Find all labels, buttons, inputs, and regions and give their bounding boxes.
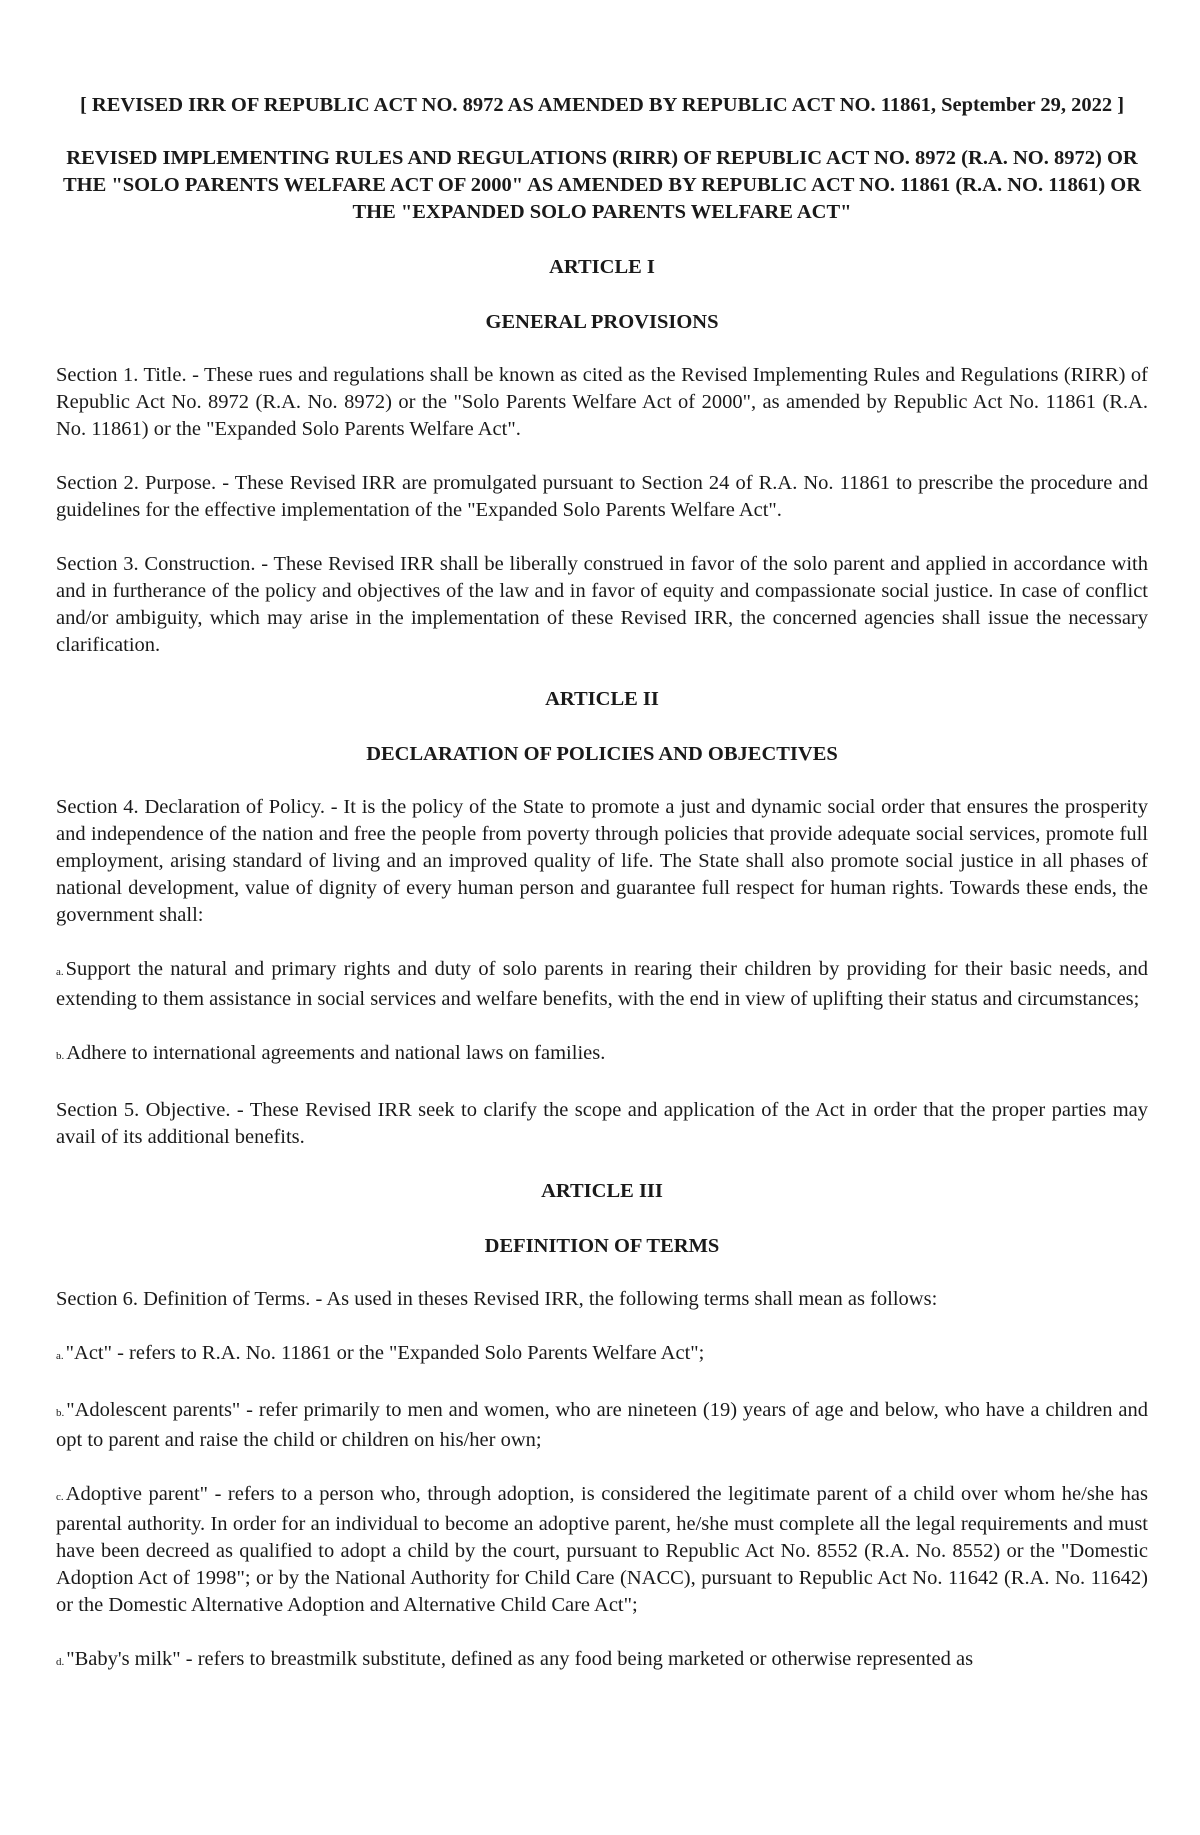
article-3-heading: DEFINITION OF TERMS [484,1235,720,1257]
item-text: "Act" - refers to R.A. No. 11861 or the "Expanded Solo Parents Welfare Act"; [65,1342,705,1364]
definition-item-c [56,1481,1148,1619]
policy-item-a [56,956,1148,1013]
section-2-purpose: Section 2. Purpose. - These Revised IRR are promulgated pursuant to Section 24 of R.A. No. 11861 to prescribe the procedure and guidelines for the effective implementation of the "Expanded Solo Parents Welfare Act". [56,472,1148,521]
document-subtitle: REVISED IMPLEMENTING RULES AND REGULATIONS (RIRR) OF REPUBLIC ACT NO. 8972 (R.A. NO. 8972) OR THE "SOLO PARENTS WELFARE ACT OF 2000" AS AMENDED BY REPUBLIC ACT NO. 11861 (R.A. NO. 11861) OR THE "EXPANDED SOLO PARENTS WELFARE ACT" [62,147,1142,223]
item-text: Adoptive parent" - refers to a person who, through adoption, is considered the legitimate parent of a child over whom he/she has parental authority. In order for an individual to become an adoptive parent, he/she must complete all the legal requirements and must have been decreed as qualified to adopt a child by the court, pursuant to Republic Act No. 8552 (R.A. No. 8552) or the "Domestic Adoption Act of 1998"; or by the National Authority for Child Care (NACC), pursuant to Republic Act No. 11642 (R.A. No. 11642) or the Domestic Alternative Adoption and Alternative Child Care Act"; [56,1483,1148,1616]
item-letter: c. [56,1491,64,1503]
section-5-objective: Section 5. Objective. - These Revised IRR seek to clarify the scope and application of the Act in order that the proper parties may avail of its additional benefits. [56,1099,1148,1148]
article-1-label: ARTICLE I [549,256,655,278]
item-letter: b. [56,1050,65,1062]
article-3-label: ARTICLE III [541,1180,663,1202]
section-3-construction: Section 3. Construction. - These Revised IRR shall be liberally construed in favor of the solo parent and applied in accordance with and in furtherance of the policy and objectives of the law and in favor of equity and compassionate social justice. In case of conflict and/or ambiguity, which may arise in the implementation of these Revised IRR, the concerned agencies shall issue the necessary clarification. [56,553,1148,656]
article-2-heading: DECLARATION OF POLICIES AND OBJECTIVES [366,743,838,765]
document-page [56,92,1148,1703]
document-title: [ REVISED IRR OF REPUBLIC ACT NO. 8972 AS AMENDED BY REPUBLIC ACT NO. 11861, September 29, 2022 ] [79,94,1125,116]
item-letter: d. [56,1656,65,1668]
item-text: Adhere to international agreements and national laws on families. [66,1042,606,1064]
section-4-declaration: Section 4. Declaration of Policy. - It is the policy of the State to promote a just and dynamic social order that ensures the prosperity and independence of the nation and free the people from poverty through policies that provide adequate social services, promote full employment, arising standard of living and an improved quality of life. The State shall also promote social justice in all phases of national development, value of dignity of every human person and guarantee full respect for human rights. Towards these ends, the government shall: [56,796,1148,926]
definition-item-a [56,1340,1148,1370]
item-letter: a. [56,1350,64,1362]
definition-item-b [56,1397,1148,1454]
item-text: Support the natural and primary rights and duty of solo parents in rearing their children by providing for their basic needs, and extending to them assistance in social services and welfare benefits, with the end in view of uplifting their status and circumstances; [56,958,1148,1010]
article-2-label: ARTICLE II [545,688,659,710]
item-letter: a. [56,966,64,978]
definition-item-d [56,1646,1148,1676]
article-1-heading: GENERAL PROVISIONS [485,311,719,333]
section-6-definitions: Section 6. Definition of Terms. - As used in theses Revised IRR, the following terms shall mean as follows: [56,1288,938,1310]
item-text: "Baby's milk" - refers to breastmilk substitute, defined as any food being marketed or otherwise represented as [66,1648,974,1670]
item-letter: b. [56,1407,65,1419]
section-1-title: Section 1. Title. - These rues and regulations shall be known as cited as the Revised Implementing Rules and Regulations (RIRR) of Republic Act No. 8972 (R.A. No. 8972) or the "Solo Parents Welfare Act of 2000", as amended by Republic Act No. 11861 (R.A. No. 11861) or the "Expanded Solo Parents Welfare Act". [56,364,1148,440]
policy-item-b [56,1040,1148,1070]
item-text: "Adolescent parents" - refer primarily to men and women, who are nineteen (19) years of age and below, who have a children and opt to parent and raise the child or children on his/her own; [56,1399,1148,1451]
